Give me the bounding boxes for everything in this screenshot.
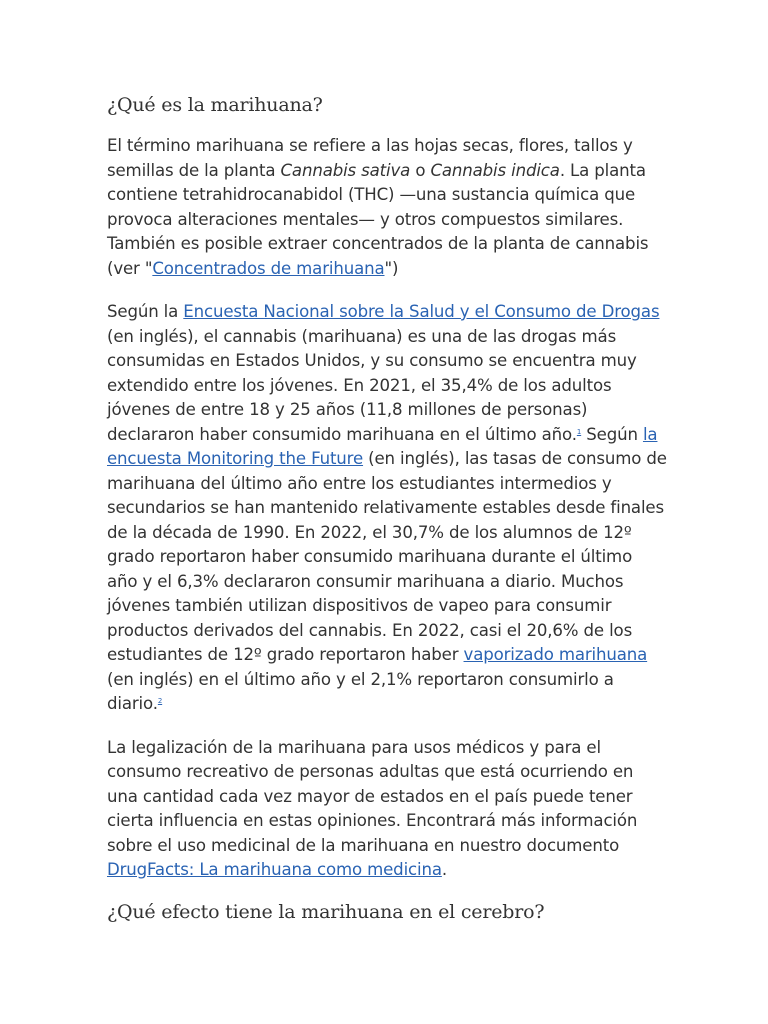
article (107, 88, 667, 929)
link-encuesta-nacional[interactable]: Encuesta Nacional sobre la Salud y el Consumo de Drogas (183, 302, 660, 321)
paragraph-definition (107, 134, 667, 281)
paragraph-statistics (107, 300, 667, 717)
link-concentrados-de-marihuana[interactable]: Concentrados de marihuana (152, 258, 385, 278)
text: (en inglés) en el último año y el 2,1% reportaron consumirlo a diario. (107, 669, 614, 713)
emphasis-cannabis-sativa: Cannabis sativa (280, 160, 411, 180)
text: ") (384, 258, 399, 278)
text: o (410, 160, 431, 180)
text: Según la (107, 302, 184, 321)
footnote-link-2[interactable]: 2 (157, 697, 163, 705)
footnote-link-1[interactable]: 1 (576, 427, 582, 436)
emphasis-cannabis-indica: Cannabis indica (430, 160, 560, 180)
section-heading-effect-on-brain: ¿Qué efecto tiene la marihuana en el cerebro? (107, 900, 545, 923)
paragraph-legalization (107, 736, 667, 883)
text: (en inglés), las tasas de consumo de marihuana del último año entre los estudiantes intermedios y secundarios se han mantenido relativamente estables desde finales de la década de 1990. En 2022, el 30,7% de los alumnos de 12º grado reportaron haber consumido marihuana durante el último año y el 6,3% declararon consumir marihuana a diario. Muchos jóvenes también utilizan dispositivos de vapeo para consumir productos derivados del cannabis. En 2022, casi el 20,6% de los estudiantes de 12º grado reportaron haber (107, 449, 667, 664)
text: La legalización de la marihuana para usos médicos y para el consumo recreativo de personas adultas que está ocurriendo en una cantidad cada vez mayor de estados en el país puede tener cierta influencia en estas opiniones. Encontrará más información sobre el uso medicinal de la marihuana en nuestro documento (107, 737, 638, 855)
text: . La planta contiene tetrahidrocanabidol (THC) —una sustancia química que provoca alteraciones mentales— y otros compuestos similares. También es posible extraer concentrados de la planta de cannabis (ver " (107, 160, 649, 278)
link-monitoring-the-future[interactable]: la encuesta Monitoring the Future (107, 424, 658, 468)
text: El término marihuana se refiere a las hojas secas, flores, tallos y semillas de la planta (107, 136, 633, 180)
link-drugfacts-medicina[interactable]: DrugFacts: La marihuana como medicina (107, 860, 442, 879)
section-heading-what-is-marijuana: ¿Qué es la marihuana? (107, 94, 323, 116)
footnote-ref-2 (158, 697, 162, 705)
text: Según (581, 424, 643, 444)
link-vaporizado-marihuana[interactable]: vaporizado marihuana (463, 645, 648, 664)
text: (en inglés), el cannabis (marihuana) es una de las drogas más consumidas en Estados Unidos, y su consumo se encuentra muy extendido entre los jóvenes. En 2021, el 35,4% de los adultos jóvenes de entre 18 y 25 años (11,8 millones de personas) declararon haber consumido marihuana en el último año. (107, 326, 637, 444)
text: . (441, 860, 447, 879)
